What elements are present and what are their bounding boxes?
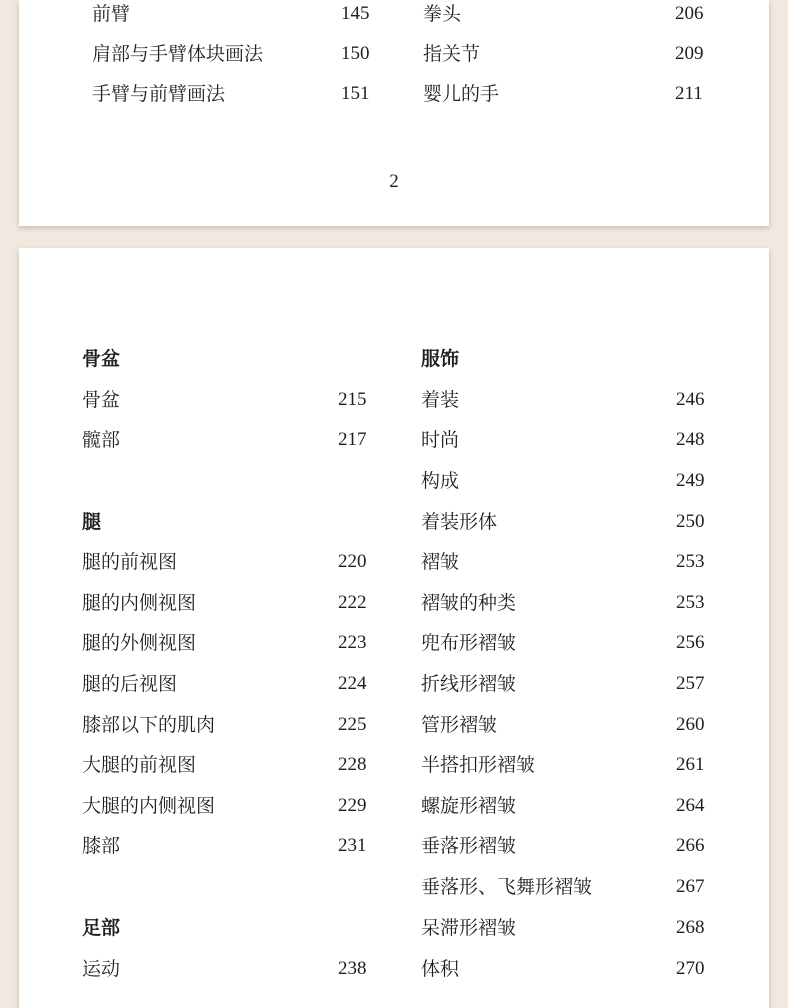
toc-entry-page: 211 bbox=[675, 83, 703, 104]
toc-entry-label: 骨盆 bbox=[82, 389, 121, 411]
toc-entry-label: 婴儿的手 bbox=[423, 83, 500, 105]
toc-entry-label: 体积 bbox=[421, 958, 460, 980]
toc-entry-label: 时尚 bbox=[421, 429, 460, 451]
toc-entry-page: 253 bbox=[676, 551, 705, 572]
toc-entry bbox=[82, 550, 367, 574]
toc-entry bbox=[92, 42, 370, 66]
toc-entry-label: 髋部 bbox=[82, 429, 121, 451]
toc-entry-page: 231 bbox=[338, 835, 367, 856]
toc-entry bbox=[82, 753, 367, 777]
toc-entry-page: 267 bbox=[676, 876, 705, 897]
toc-entry-label: 腿的外侧视图 bbox=[82, 632, 197, 654]
toc-entry bbox=[421, 631, 705, 655]
toc-entry bbox=[82, 834, 367, 858]
toc-entry-page: 220 bbox=[338, 551, 367, 572]
toc-entry-label: 垂落形、飞舞形褶皱 bbox=[421, 876, 593, 898]
toc-entry-page: 145 bbox=[341, 3, 370, 24]
toc-entry-label: 膝部以下的肌肉 bbox=[82, 714, 216, 736]
section-heading-pelvis: 骨盆 bbox=[82, 348, 121, 370]
toc-entry bbox=[421, 957, 705, 981]
toc-entry-label: 指关节 bbox=[423, 43, 481, 65]
toc-entry-label: 前臂 bbox=[92, 3, 131, 25]
toc-entry-page: 268 bbox=[676, 917, 705, 938]
toc-entry-label: 运动 bbox=[82, 958, 121, 980]
toc-entry bbox=[82, 957, 367, 981]
toc-entry bbox=[421, 428, 705, 452]
toc-entry-label: 大腿的前视图 bbox=[82, 754, 197, 776]
toc-entry bbox=[421, 875, 705, 899]
toc-entry bbox=[82, 631, 367, 655]
toc-entry-page: 250 bbox=[676, 511, 705, 532]
toc-entry-page: 225 bbox=[338, 714, 367, 735]
toc-entry-page: 249 bbox=[676, 470, 705, 491]
toc-entry bbox=[421, 672, 705, 696]
toc-entry-label: 腿的前视图 bbox=[82, 551, 178, 573]
toc-entry bbox=[82, 428, 367, 452]
toc-entry-page: 270 bbox=[676, 958, 705, 979]
toc-entry bbox=[82, 672, 367, 696]
toc-entry-page: 223 bbox=[338, 632, 367, 653]
toc-entry bbox=[82, 388, 367, 412]
toc-entry-page: 266 bbox=[676, 835, 705, 856]
toc-entry-page: 209 bbox=[675, 43, 704, 64]
toc-entry-page: 264 bbox=[676, 795, 705, 816]
toc-entry bbox=[421, 591, 705, 615]
toc-entry-label: 管形褶皱 bbox=[421, 714, 498, 736]
toc-entry-page: 224 bbox=[338, 673, 367, 694]
toc-entry-label: 垂落形褶皱 bbox=[421, 835, 517, 857]
toc-entry-label: 褶皱 bbox=[421, 551, 460, 573]
toc-entry-page: 151 bbox=[341, 83, 370, 104]
toc-entry-page: 222 bbox=[338, 592, 367, 613]
toc-entry-label: 构成 bbox=[421, 470, 460, 492]
toc-entry bbox=[421, 388, 705, 412]
toc-entry-label: 半搭扣形褶皱 bbox=[421, 754, 536, 776]
toc-entry bbox=[421, 550, 705, 574]
toc-entry-page: 150 bbox=[341, 43, 370, 64]
toc-entry bbox=[421, 834, 705, 858]
toc-entry bbox=[421, 916, 705, 940]
toc-entry-label: 大腿的内侧视图 bbox=[82, 795, 216, 817]
toc-entry-label: 膝部 bbox=[82, 835, 121, 857]
toc-entry-label: 呆滞形褶皱 bbox=[421, 917, 517, 939]
toc-entry-label: 拳头 bbox=[423, 3, 462, 25]
toc-entry-label: 褶皱的种类 bbox=[421, 592, 517, 614]
toc-entry-page: 215 bbox=[338, 389, 367, 410]
toc-entry bbox=[421, 794, 705, 818]
toc-entry-label: 折线形褶皱 bbox=[421, 673, 517, 695]
toc-entry-label: 着装 bbox=[421, 389, 460, 411]
toc-entry bbox=[423, 2, 704, 26]
toc-entry-page: 257 bbox=[676, 673, 705, 694]
toc-entry bbox=[421, 713, 705, 737]
toc-entry-page: 228 bbox=[338, 754, 367, 775]
toc-entry-page: 248 bbox=[676, 429, 705, 450]
toc-page-bottom bbox=[19, 248, 769, 1008]
section-heading-clothing: 服饰 bbox=[421, 348, 460, 370]
toc-entry-page: 217 bbox=[338, 429, 367, 450]
toc-entry-page: 246 bbox=[676, 389, 705, 410]
toc-entry-label: 着装形体 bbox=[421, 511, 498, 533]
toc-entry-label: 腿的后视图 bbox=[82, 673, 178, 695]
toc-entry bbox=[423, 42, 704, 66]
toc-entry bbox=[82, 794, 367, 818]
toc-entry bbox=[92, 2, 370, 26]
section-heading-leg: 腿 bbox=[82, 511, 102, 533]
toc-entry-label: 肩部与手臂体块画法 bbox=[92, 43, 264, 65]
toc-entry bbox=[421, 469, 705, 493]
toc-entry-page: 253 bbox=[676, 592, 705, 613]
toc-page-top bbox=[19, 0, 769, 226]
toc-entry-label: 兜布形褶皱 bbox=[421, 632, 517, 654]
toc-entry-page: 256 bbox=[676, 632, 705, 653]
toc-entry bbox=[82, 713, 367, 737]
toc-entry-page: 229 bbox=[338, 795, 367, 816]
toc-entry bbox=[421, 510, 705, 534]
toc-entry bbox=[82, 591, 367, 615]
toc-entry-label: 螺旋形褶皱 bbox=[421, 795, 517, 817]
toc-entry bbox=[92, 82, 370, 106]
toc-entry-label: 手臂与前臂画法 bbox=[92, 83, 226, 105]
toc-entry bbox=[421, 753, 705, 777]
toc-entry-label: 腿的内侧视图 bbox=[82, 592, 197, 614]
toc-entry-page: 261 bbox=[676, 754, 705, 775]
toc-entry-page: 206 bbox=[675, 3, 704, 24]
toc-entry-page: 260 bbox=[676, 714, 705, 735]
toc-entry bbox=[423, 82, 703, 106]
toc-entry-page: 238 bbox=[338, 958, 367, 979]
page-number: 2 bbox=[389, 171, 399, 192]
section-heading-foot: 足部 bbox=[82, 917, 121, 939]
